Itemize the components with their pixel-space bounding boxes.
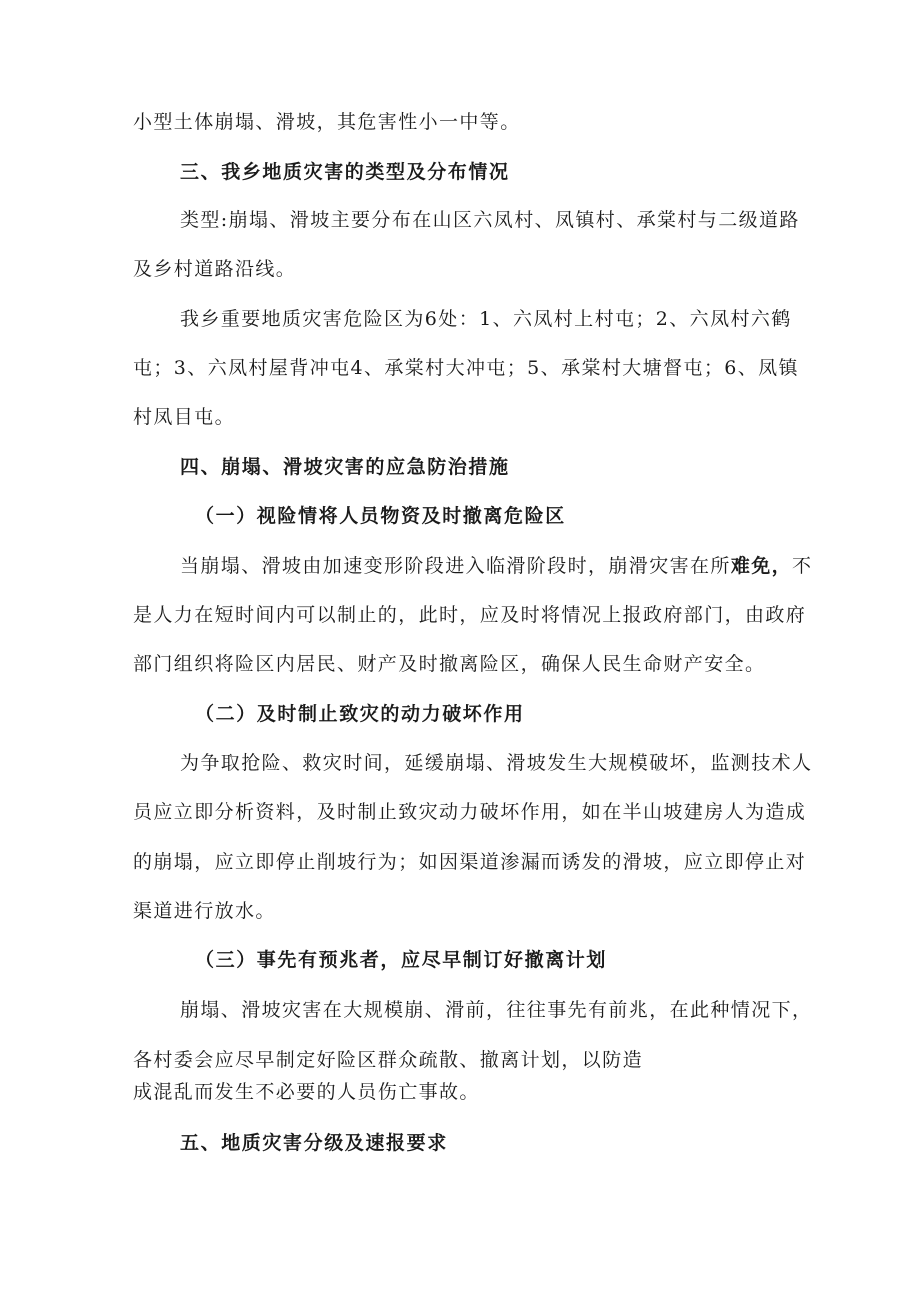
paragraph-line: 我乡重要地质灾害危险区为6处：1、六凤村上村屯；2、六凤村六鹤 bbox=[180, 308, 792, 330]
paragraph-line: 成混乱而发生不必要的人员伤亡事故。 bbox=[133, 1081, 480, 1103]
paragraph-line bbox=[180, 552, 812, 580]
paragraph-text: 当崩塌、滑坡由加速变形阶段进入临滑阶段时，崩滑灾害在所 bbox=[180, 555, 731, 577]
paragraph-line: 类型:崩塌、滑坡主要分布在山区六凤村、凤镇村、承棠村与二级道路 bbox=[180, 209, 800, 231]
paragraph-line: 是人力在短时间内可以制止的，此时，应及时将情况上报政府部门，由政府 bbox=[133, 604, 807, 626]
emphasis-text: 难免， bbox=[730, 555, 793, 577]
paragraph-line: 村凤目屯。 bbox=[133, 406, 236, 428]
section-heading-5: 五、地质灾害分级及速报要求 bbox=[180, 1132, 448, 1154]
paragraph-line: 及乡村道路沿线。 bbox=[133, 258, 297, 280]
subsection-heading-2: （二）及时制止致灾的动力破坏作用 bbox=[195, 703, 525, 725]
subsection-heading-1: （一）视险情将人员物资及时撤离危险区 bbox=[195, 505, 566, 527]
section-heading-4: 四、崩塌、滑坡灾害的应急防治措施 bbox=[180, 456, 510, 478]
subsection-heading-3: （三）事先有预兆者，应尽早制订好撤离计划 bbox=[195, 949, 608, 971]
paragraph-line: 各村委会应尽早制定好险区群众疏散、撤离计划，以防造 bbox=[133, 1049, 644, 1071]
paragraph-line: 部门组织将险区内居民、财产及时撤离险区，确保人民生命财产安全。 bbox=[133, 653, 766, 675]
paragraph-line: 崩塌、滑坡灾害在大规模崩、滑前，往往事先有前兆，在此种情况下， bbox=[180, 999, 813, 1021]
paragraph-line: 渠道进行放水。 bbox=[133, 900, 276, 922]
paragraph-line: 的崩塌，应立即停止削坡行为；如因渠道渗漏而诱发的滑坡，应立即停止对 bbox=[133, 851, 807, 873]
paragraph-text: 不 bbox=[792, 555, 813, 577]
paragraph-line: 员应立即分析资料，及时制止致灾动力破坏作用，如在半山坡建房人为造成 bbox=[133, 801, 807, 823]
paragraph-line: 为争取抢险、救灾时间，延缓崩塌、滑坡发生大规模破坏，监测技术人 bbox=[180, 752, 813, 774]
section-heading-3: 三、我乡地质灾害的类型及分布情况 bbox=[180, 161, 510, 183]
paragraph-line: 屯；3、六凤村屋背冲屯4、承棠村大冲屯；5、承棠村大塘督屯；6、凤镇 bbox=[133, 357, 799, 379]
paragraph-line: 小型土体崩塌、滑坡，其危害性小一中等。 bbox=[133, 111, 521, 133]
